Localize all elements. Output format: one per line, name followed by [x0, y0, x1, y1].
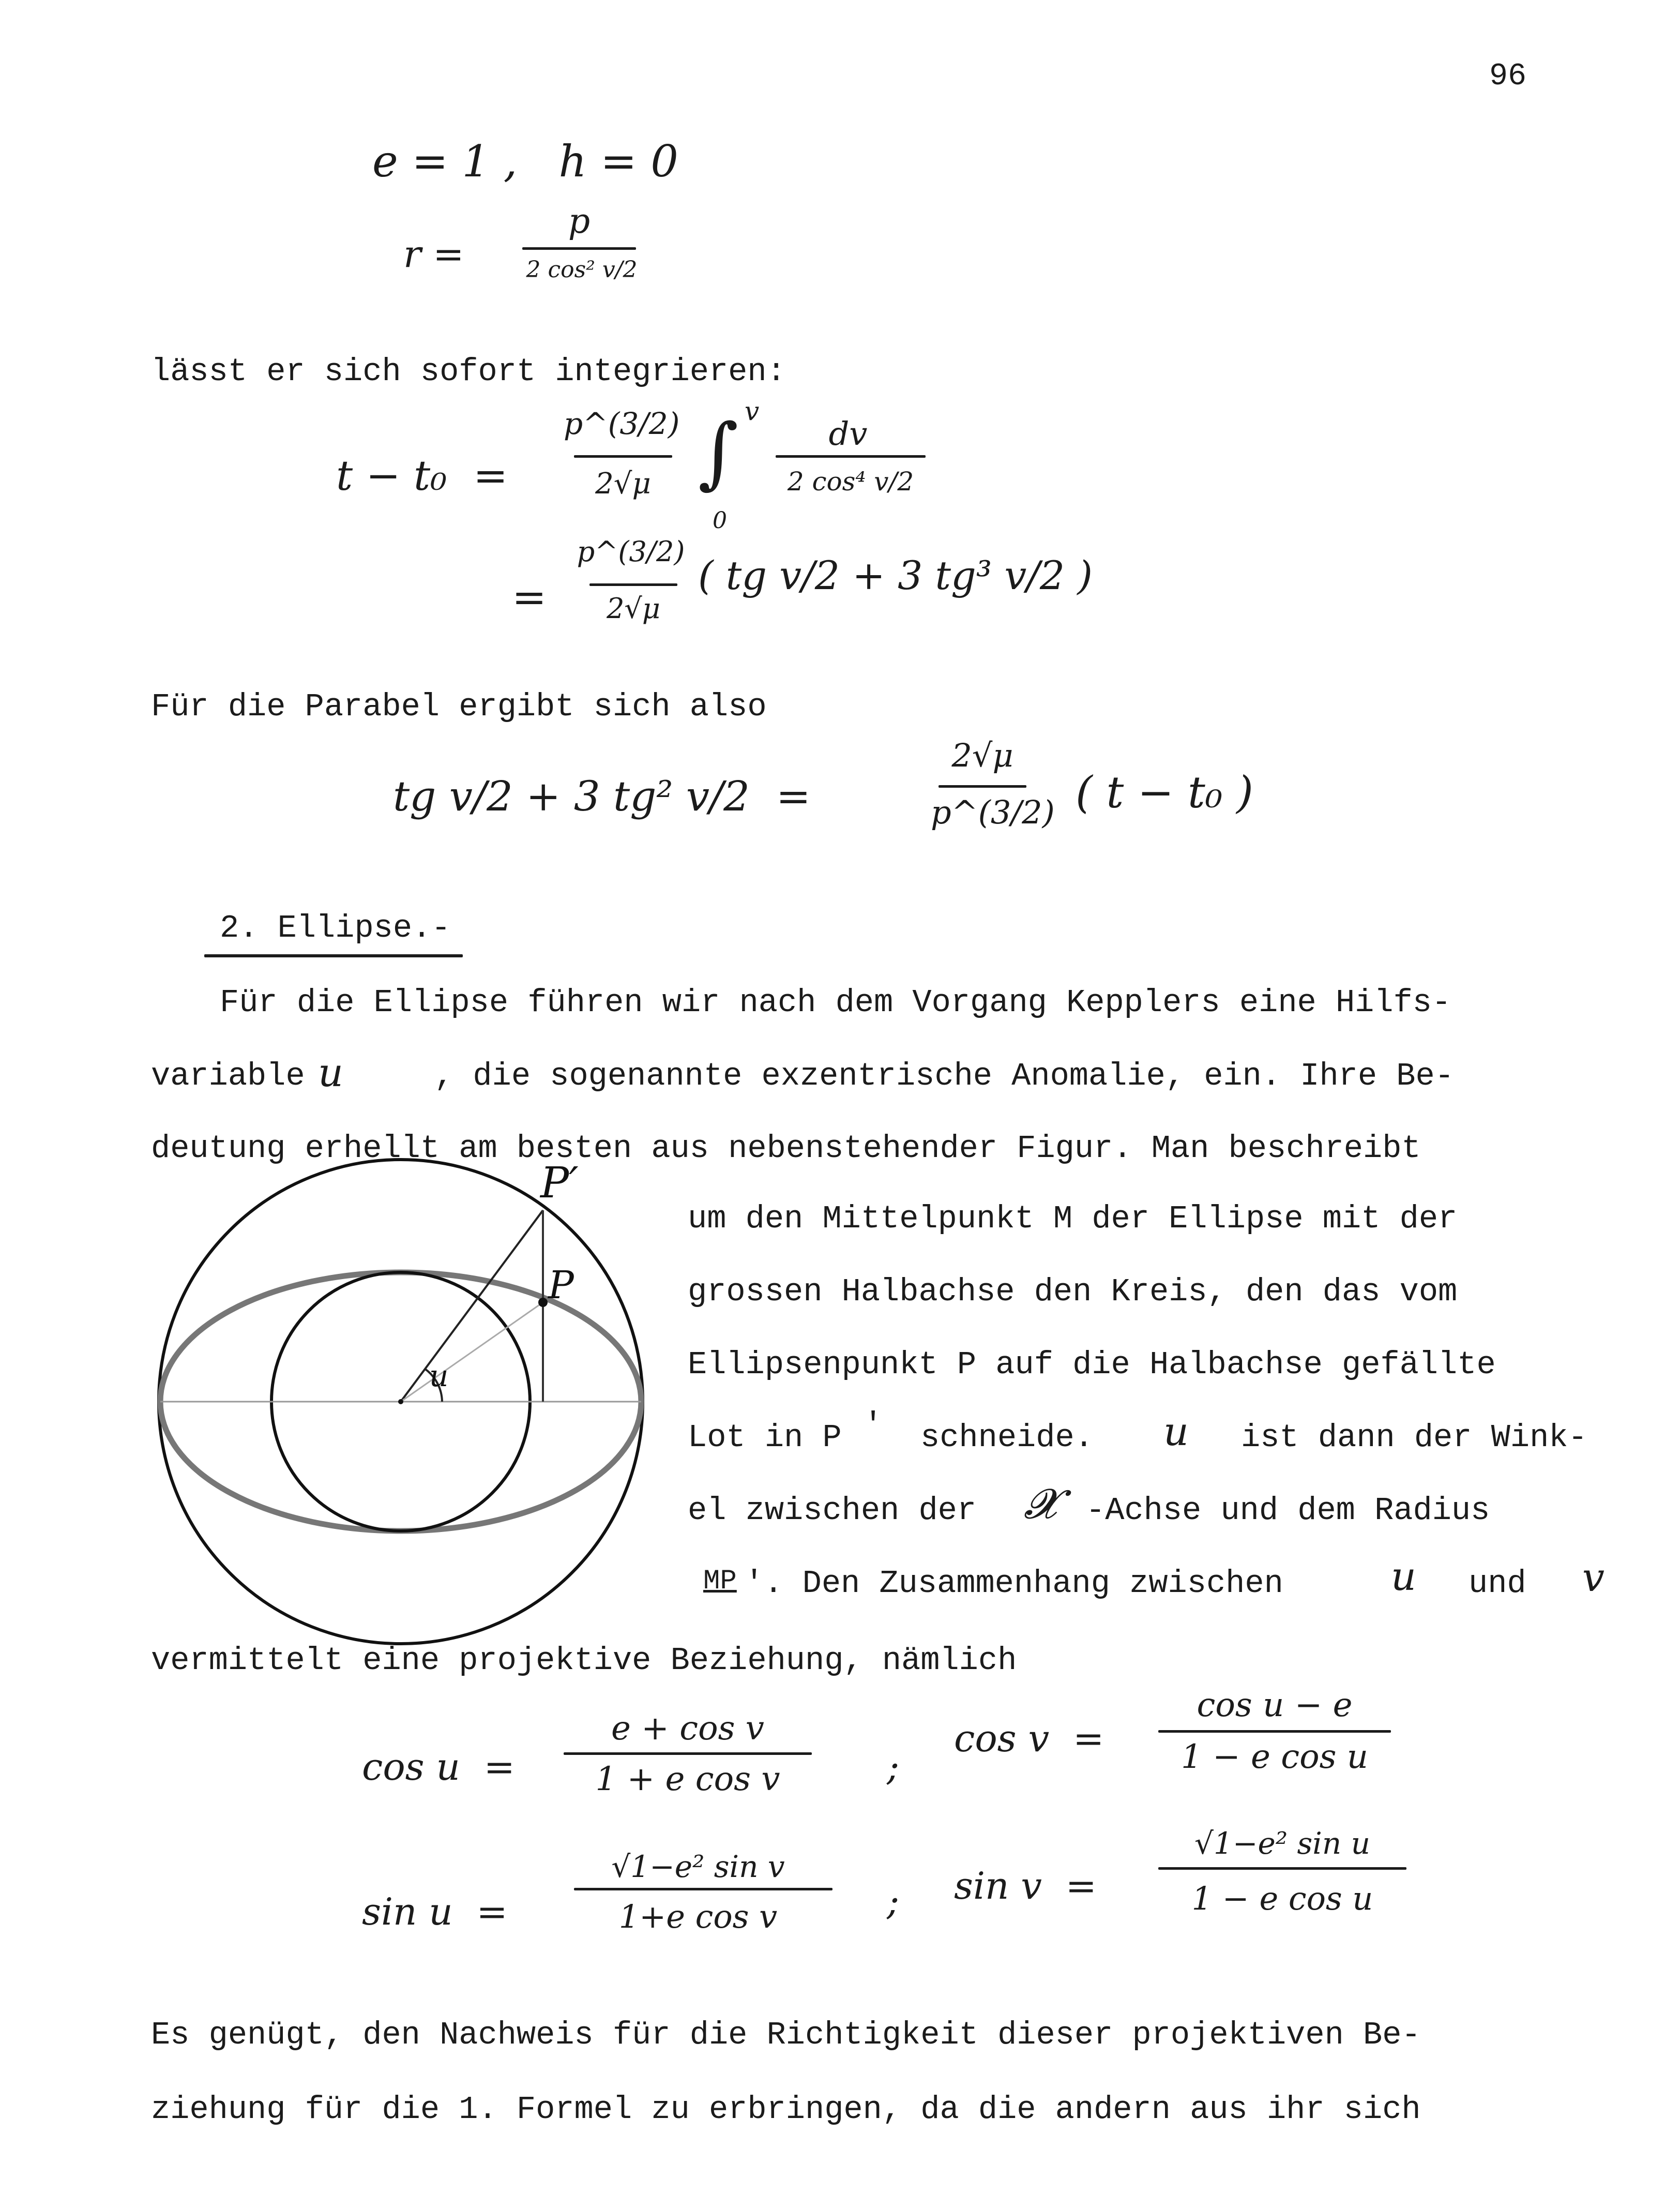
eq-parabel-lhs: tg v/2 + 3 tg² v/2 = [393, 772, 811, 820]
side-line5-b: -Achse und dem Radius [1086, 1492, 1490, 1529]
eq-cos-bar1 [564, 1752, 812, 1755]
eq-integral-coef2-den: 2√μ [607, 592, 660, 625]
eq-cos-den1: 1 + e cos v [595, 1760, 780, 1798]
eq-cos-lhs2: cos v = [954, 1717, 1104, 1760]
side-line4-a: Lot in P [688, 1419, 842, 1456]
label-p: P [548, 1263, 574, 1308]
eq-integral-bracket: ( tg v/2 + 3 tg³ v/2 ) [698, 552, 1093, 598]
side-var-u: u [1163, 1408, 1189, 1454]
eq-sin-bar2 [1158, 1867, 1406, 1870]
eq-sin-bar1 [574, 1888, 833, 1890]
radius-mp-prime [401, 1210, 543, 1402]
ellipse-figure [150, 1148, 667, 1676]
eq-integral-coef-bar [574, 455, 672, 458]
side-var-x: 𝓧 [1024, 1480, 1057, 1528]
section-heading-underline [204, 954, 463, 957]
para1-line1: Für die Ellipse führen wir nach dem Vorgang Kepplers eine Hilfs- [220, 984, 1451, 1021]
side-var-u2: u [1391, 1553, 1416, 1599]
para1-line2-a: variable [151, 1058, 305, 1094]
eq-sin-num1: √1−e² sin v [611, 1849, 785, 1884]
eq-integral-coef-num: p^(3/2) [564, 406, 680, 441]
para1-var-u: u [318, 1049, 343, 1095]
eq-r-lhs: r = [403, 232, 464, 276]
side-line4-c: ist dann der Wink- [1241, 1419, 1587, 1456]
para1-line2-b: , die sogenannte exzentrische Anomalie, ein. Ihre Be- [434, 1058, 1454, 1094]
eq-integral-coef-den: 2√μ [595, 467, 651, 501]
para-last-line1: Es genügt, den Nachweis für die Richtigkeit dieser projektiven Be- [151, 2017, 1421, 2053]
eq-integral-coef2-bar [589, 583, 677, 586]
eq-parabel-rhs-den: p^(3/2) [931, 793, 1055, 831]
side-line3: Ellipsenpunkt P auf die Halbachse gefällte [688, 1346, 1496, 1383]
side-var-v: v [1582, 1554, 1605, 1600]
eq-sin-den2: 1 − e cos u [1191, 1880, 1373, 1917]
eq-sin-lhs2: sin v = [954, 1864, 1097, 1907]
eq-cos-lhs1: cos u = [362, 1745, 515, 1789]
eq-cos-sep: ; [887, 1745, 900, 1789]
eq-cos-den2: 1 − e cos u [1180, 1738, 1369, 1776]
side-line6-a: ′. Den Zusammenhang zwischen [745, 1565, 1283, 1602]
integral-sign: ∫ [698, 408, 739, 498]
eq-r-num: p [568, 201, 591, 241]
eq-r-den: 2 cos² v/2 [526, 257, 638, 283]
side-line4-prime: ′ [864, 1407, 883, 1444]
para1-line3: deutung erhellt am besten aus nebenstehender Figur. Man beschreibt [151, 1130, 1421, 1167]
eq-integral-den: 2 cos⁴ v/2 [787, 467, 914, 497]
point-m [398, 1399, 403, 1404]
eq-integral-coef2-num: p^(3/2) [577, 535, 685, 568]
eq-e-h: e = 1 , h = 0 [372, 136, 678, 187]
point-p [538, 1298, 548, 1307]
eq-sin-lhs1: sin u = [362, 1890, 508, 1933]
side-line6-mp: MP [703, 1566, 737, 1597]
eq-parabel-rhs-bar [939, 785, 1026, 788]
page-number: 96 [1489, 59, 1527, 94]
text-proj: vermittelt eine projektive Beziehung, nämlich [151, 1642, 1017, 1679]
label-p-prime: P′ [540, 1159, 579, 1208]
eq-sin-den1: 1+e cos v [618, 1898, 778, 1935]
eq-cos-num2: cos u − e [1197, 1686, 1353, 1724]
eq-r-bar [522, 247, 636, 250]
eq-cos-num1: e + cos v [611, 1709, 764, 1748]
side-line5-a: el zwischen der [688, 1492, 977, 1529]
side-line4-b: schneide. [920, 1419, 1094, 1456]
eq-integral-bar [776, 455, 926, 458]
eq-cos-bar2 [1158, 1730, 1391, 1733]
integral-lower-limit: 0 [713, 507, 727, 534]
eq-sin-num2: √1−e² sin u [1194, 1826, 1370, 1861]
text-parabel: Für die Parabel ergibt sich also [151, 688, 767, 725]
integral-upper-limit: v [745, 396, 760, 426]
section-heading: 2. Ellipse.- [220, 910, 451, 947]
side-line1: um den Mittelpunkt M der Ellipse mit der [688, 1200, 1458, 1237]
para-last-line2: ziehung für die 1. Formel zu erbringen, da die andern aus ihr sich [151, 2091, 1421, 2128]
eq-integral-eq2: = [512, 573, 547, 621]
eq-integral-lhs: t − t₀ = [336, 452, 508, 500]
label-angle-u: u [429, 1358, 449, 1393]
eq-parabel-rhs-tail: ( t − t₀ ) [1076, 767, 1253, 818]
eq-integral-num: dv [828, 415, 868, 453]
text-integrate: lässt er sich sofort integrieren: [151, 353, 786, 390]
side-line2: grossen Halbachse den Kreis, den das vom [688, 1273, 1458, 1310]
eq-parabel-rhs-num: 2√μ [951, 737, 1013, 774]
side-line6-und: und [1469, 1565, 1526, 1602]
eq-sin-sep: ; [887, 1880, 900, 1923]
